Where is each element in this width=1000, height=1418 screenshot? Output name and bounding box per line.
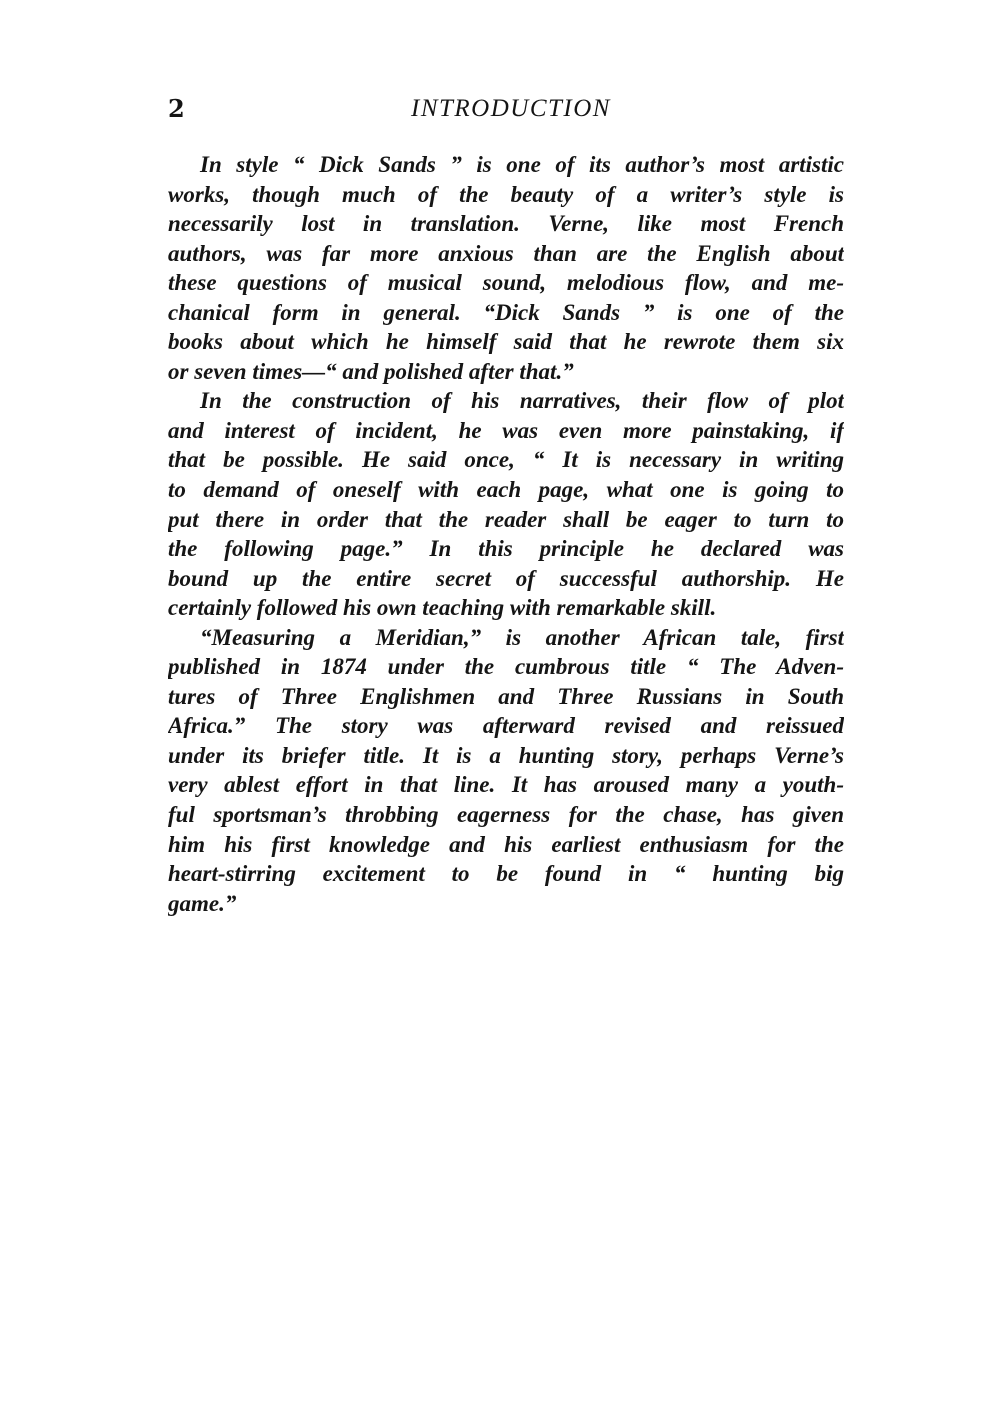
text-line: to demand of oneself with each page, what one is going to	[168, 477, 844, 503]
running-title: INTRODUCTION	[411, 95, 611, 122]
text-line: put there in order that the reader shall be eager to turn to	[168, 506, 844, 532]
text-line: ful sportsman’s throbbing eagerness for the chase, has given	[168, 802, 844, 828]
text-line: bound up the entire secret of successful authorship. He	[168, 565, 844, 591]
text-line: heart-stirring excitement to be found in “ hunting big	[168, 861, 844, 887]
text-line: these questions of musical sound, melodious flow, and me-	[168, 270, 844, 296]
page-number: 2	[168, 94, 185, 123]
text-line: that be possible. He said once, “ It is necessary in writing	[168, 447, 844, 473]
body-text	[168, 150, 844, 918]
text-line: published in 1874 under the cumbrous title “ The Adven-	[168, 654, 844, 680]
paragraph-3	[168, 623, 844, 918]
text-line: Africa.” The story was afterward revised and reissued	[168, 713, 844, 739]
text-line: game.”	[168, 890, 237, 916]
text-line: the following page.” In this principle he declared was	[168, 536, 844, 562]
text-line: chanical form in general. “Dick Sands ” is one of the	[168, 299, 844, 325]
text-line: or seven times—“ and polished after that.”	[168, 358, 574, 384]
text-line: tures of Three Englishmen and Three Russians in South	[168, 683, 844, 709]
text-line: very ablest effort in that line. It has aroused many a youth-	[168, 772, 844, 798]
text-line: and interest of incident, he was even more painstaking, if	[168, 417, 844, 443]
text-line: him his first knowledge and his earliest enthusiasm for the	[168, 831, 844, 857]
text-line: under its briefer title. It is a hunting story, perhaps Verne’s	[168, 742, 844, 768]
text-line: books about which he himself said that he rewrote them six	[168, 329, 844, 355]
text-line: works, though much of the beauty of a writer’s style is	[168, 181, 844, 207]
text-line: In style “ Dick Sands ” is one of its author’s most artistic	[200, 152, 844, 177]
paragraph-1	[168, 150, 844, 386]
text-line: certainly followed his own teaching with remarkable skill.	[168, 595, 717, 621]
running-head	[168, 92, 842, 126]
text-line: authors, was far more anxious than are the English about	[168, 240, 844, 266]
paragraph-2	[168, 386, 844, 622]
text-line: necessarily lost in translation. Verne, like most French	[168, 211, 844, 237]
text-line: “Measuring a Meridian,” is another African tale, first	[200, 624, 844, 650]
text-line: In the construction of his narratives, their flow of plot	[200, 388, 844, 414]
